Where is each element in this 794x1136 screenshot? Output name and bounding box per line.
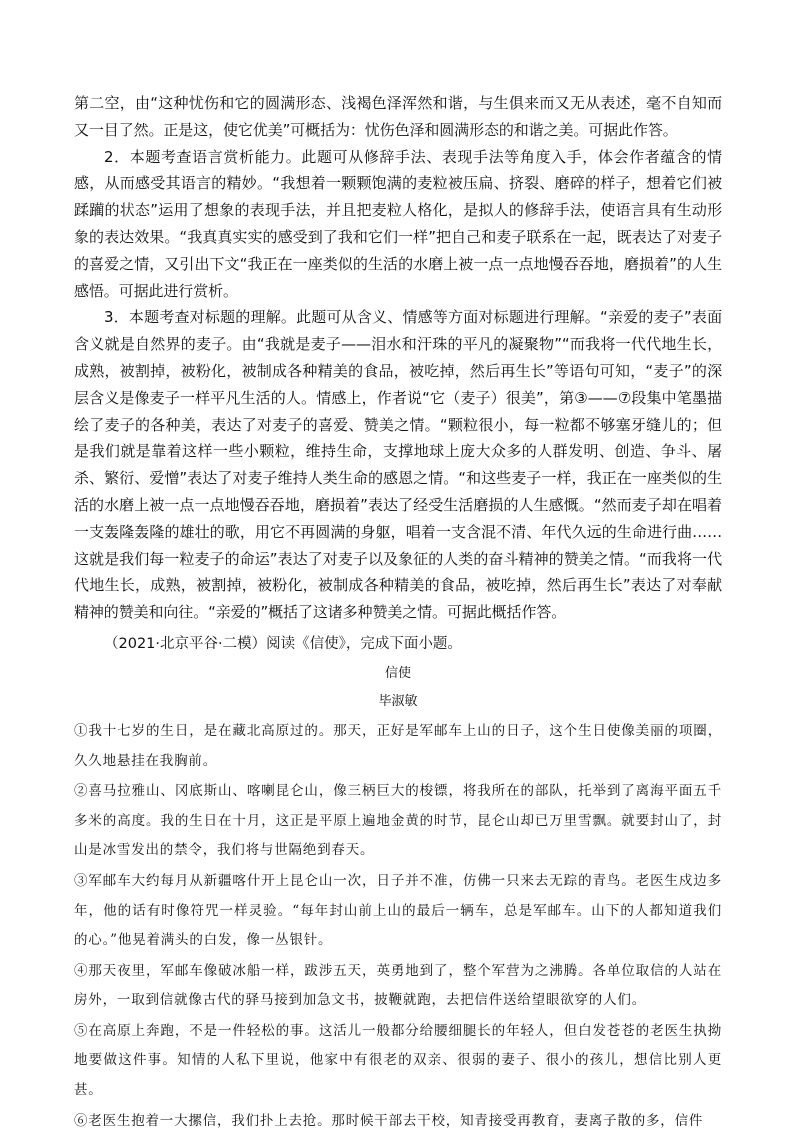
page-content (74, 90, 722, 1136)
story-paragraph-1: ①我十七岁的生日，是在藏北高原过的。那天，正好是军邮车上山的日子，这个生日使像美丽的项圈，久久地悬挂在我胸前。 (74, 722, 722, 769)
story-paragraph-3: ③军邮车大约每月从新疆喀什开上昆仑山一次，日子并不准，仿佛一只来去无踪的青鸟。老医生戍边多年，他的话有时像符咒一样灵验。“每年封山前上山的最后一辆车，总是军邮车。山下的人都知道我们的心。”他晃着满头的白发，像一丛银针。 (74, 872, 722, 949)
story-paragraph-5: ⑤在高原上奔跑，不是一件轻松的事。这活儿一般都分给腰细腿长的年轻人，但白发苍苍的老医生执拗地要做这件事。知情的人私下里说，他家中有很老的双亲、很弱的妻子、很小的孩儿，想信比别人更甚。 (74, 1022, 722, 1099)
question-intro: （2021·北京平谷·二模）阅读《信使》，完成下面小题。 (104, 635, 462, 652)
story-paragraph-4: ④那天夜里，军邮车像破冰船一样，跋涉五天，英勇地到了，整个军营为之沸腾。各单位取信的人站在房外，一取到信就像古代的驿马接到加急文书，披鞭就跑，去把信件送给望眼欲穿的人们。 (74, 962, 722, 1009)
answer-1-continuation: 第二空，由“这种忧伤和它的圆满形态、浅褐色泽浑然和谐，与生俱来而又无从表述，毫不自知而又一目了然。正是这，使它优美”可概括为：忧伤色泽和圆满形态的和谐之美。可据此作答。 (74, 94, 722, 139)
story-author: 毕淑敏 (378, 693, 418, 709)
story-paragraph-2: ②喜马拉雅山、冈底斯山、喀喇昆仑山，像三柄巨大的梭镖，将我所在的部队，托举到了离海平面五千多米的高度。我的生日在十月，这正是平原上遍地金黄的时节，昆仑山却已万里雪飘。就要封山了，封山是冰雪发出的禁令，我们将与世隔绝到春天。 (74, 783, 722, 859)
story-title: 信使 (384, 665, 411, 681)
answer-3: 3．本题考查对标题的理解。此题可从含义、情感等方面对标题进行理解。“亲爱的麦子”表面含义就是自然界的麦子。由“我就是麦子——泪水和汗珠的平凡的凝聚物”“而我将一代代地生长，成熟，被割掉，被粉化，被制成各种精美的食品，被吃掉，然后再生长”等语句可知，“麦子”的深层含义是像麦子一样平凡生活的人。情感上，作者说“它（麦子）很美”，第③——⑦段集中笔墨描绘了麦子的各种美，表达了对麦子的喜爱、赞美之情。“颗粒很小，每一粒都不够塞牙缝儿的；但是我们就是靠着这样一些小颗粒，维持生命，支撑地球上庞大众多的人群发明、创造、争斗、屠杀、繁衍、爱憎”表达了对麦子维持人类生命的感恩之情。“和这些麦子一样，我正在一座类似的生活的水磨上被一点一点地慢吞吞地，磨损着”表达了经受生活磨损的人生感慨。“然而麦子却在唱着一支轰隆轰隆的雄壮的歌，用它不再圆满的身躯，唱着一支含混不清、年代久远的生命进行曲……这就是我们每一粒麦子的命运”表达了对麦子以及象征的人类的奋斗精神的赞美之情。“而我将一代代地生长，成熟，被割掉，被粉化，被制成各种精美的食品，被吃掉，然后再生长”表达了对奉献精神的赞美和向往。“亲爱的”概括了这诸多种赞美之情。可据此概括作答。 (74, 308, 722, 622)
answer-2: 2．本题考查语言赏析能力。此题可从修辞手法、表现手法等角度入手，体会作者蕴含的情感，从而感受其语言的精妙。“我想着一颗颗饱满的麦粒被压扁、挤裂、磨碎的样子，想着它们被蹂躏的状态”运用了想象的表现手法，并且把麦粒人格化，是拟人的修辞手法，使语言具有生动形象的表达效果。“我真真实实的感受到了我和它们一样”把自己和麦子联系在一起，既表达了对麦子的喜爱之情，又引出下文“我正在一座类似的生活的水磨上被一点一点地慢吞吞地，磨损着”的人生感悟。可据此进行赏析。 (74, 147, 722, 300)
story-paragraph-6: ⑥老医生抱着一大摞信，我们扑上去抢。那时候干部去干校，知青接受再教育，妻离子散的多，信件 (74, 1112, 704, 1129)
